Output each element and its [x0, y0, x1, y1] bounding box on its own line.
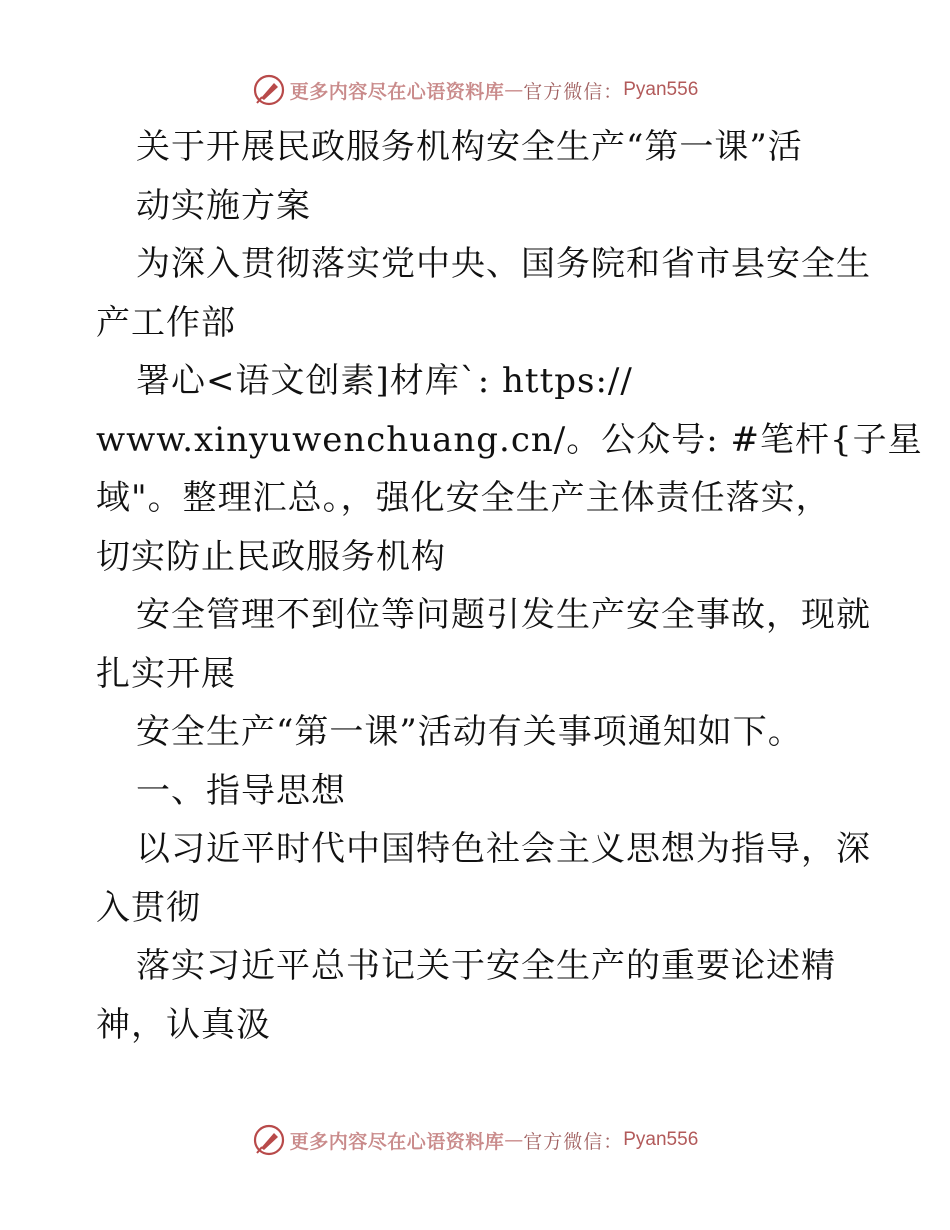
footer-watermark-banner	[0, 1120, 950, 1160]
banner-dash: —	[504, 79, 524, 101]
title-line-2: 动实施方案	[136, 185, 311, 226]
paragraph-line: 为深入贯彻落实党中央、国务院和省市县安全生	[136, 244, 871, 284]
banner-wechat-id: Pyan556	[623, 1129, 699, 1150]
paragraph-line: 安全生产“第一课”活动有关事项通知如下。	[136, 712, 803, 752]
paragraph-line: 署心<语文创素]材库`: https://	[136, 361, 633, 401]
paragraph-line: 切实防止民政服务机构	[96, 536, 446, 577]
banner-wechat-label: 官方微信：	[523, 80, 624, 103]
paragraph-line: www.xinyuwenchuang.cn/。公众号: #笔杆{子星	[96, 419, 923, 460]
pen-nib-logo-icon	[252, 73, 286, 107]
banner-dash: —	[504, 1129, 524, 1151]
paragraph-line: 落实习近平总书记关于安全生产的重要论述精	[136, 946, 836, 986]
title-line-1: 关于开展民政服务机构安全生产“第一课”活	[136, 127, 803, 167]
paragraph-line: 域"。整理汇总。，强化安全生产主体责任落实，	[96, 478, 831, 518]
section-heading: 一、指导思想	[136, 770, 346, 811]
header-watermark-banner	[0, 70, 950, 110]
paragraph-line: 神，认真汲	[96, 1004, 271, 1045]
paragraph-line: 安全管理不到位等问题引发生产安全事故，现就	[136, 595, 871, 635]
banner-main-text: 更多内容尽在心语资料库	[289, 80, 505, 103]
banner-wechat-id: Pyan556	[623, 79, 699, 100]
paragraph-line: 入贯彻	[96, 887, 201, 928]
paragraph-line: 产工作部	[96, 302, 236, 343]
document-body	[96, 118, 923, 1054]
pen-nib-logo-icon	[252, 1123, 286, 1157]
banner-wechat-label: 官方微信：	[523, 1130, 624, 1153]
banner-main-text: 更多内容尽在心语资料库	[289, 1130, 505, 1153]
paragraph-line: 以习近平时代中国特色社会主义思想为指导，深	[136, 829, 871, 869]
paragraph-line: 扎实开展	[96, 653, 236, 694]
